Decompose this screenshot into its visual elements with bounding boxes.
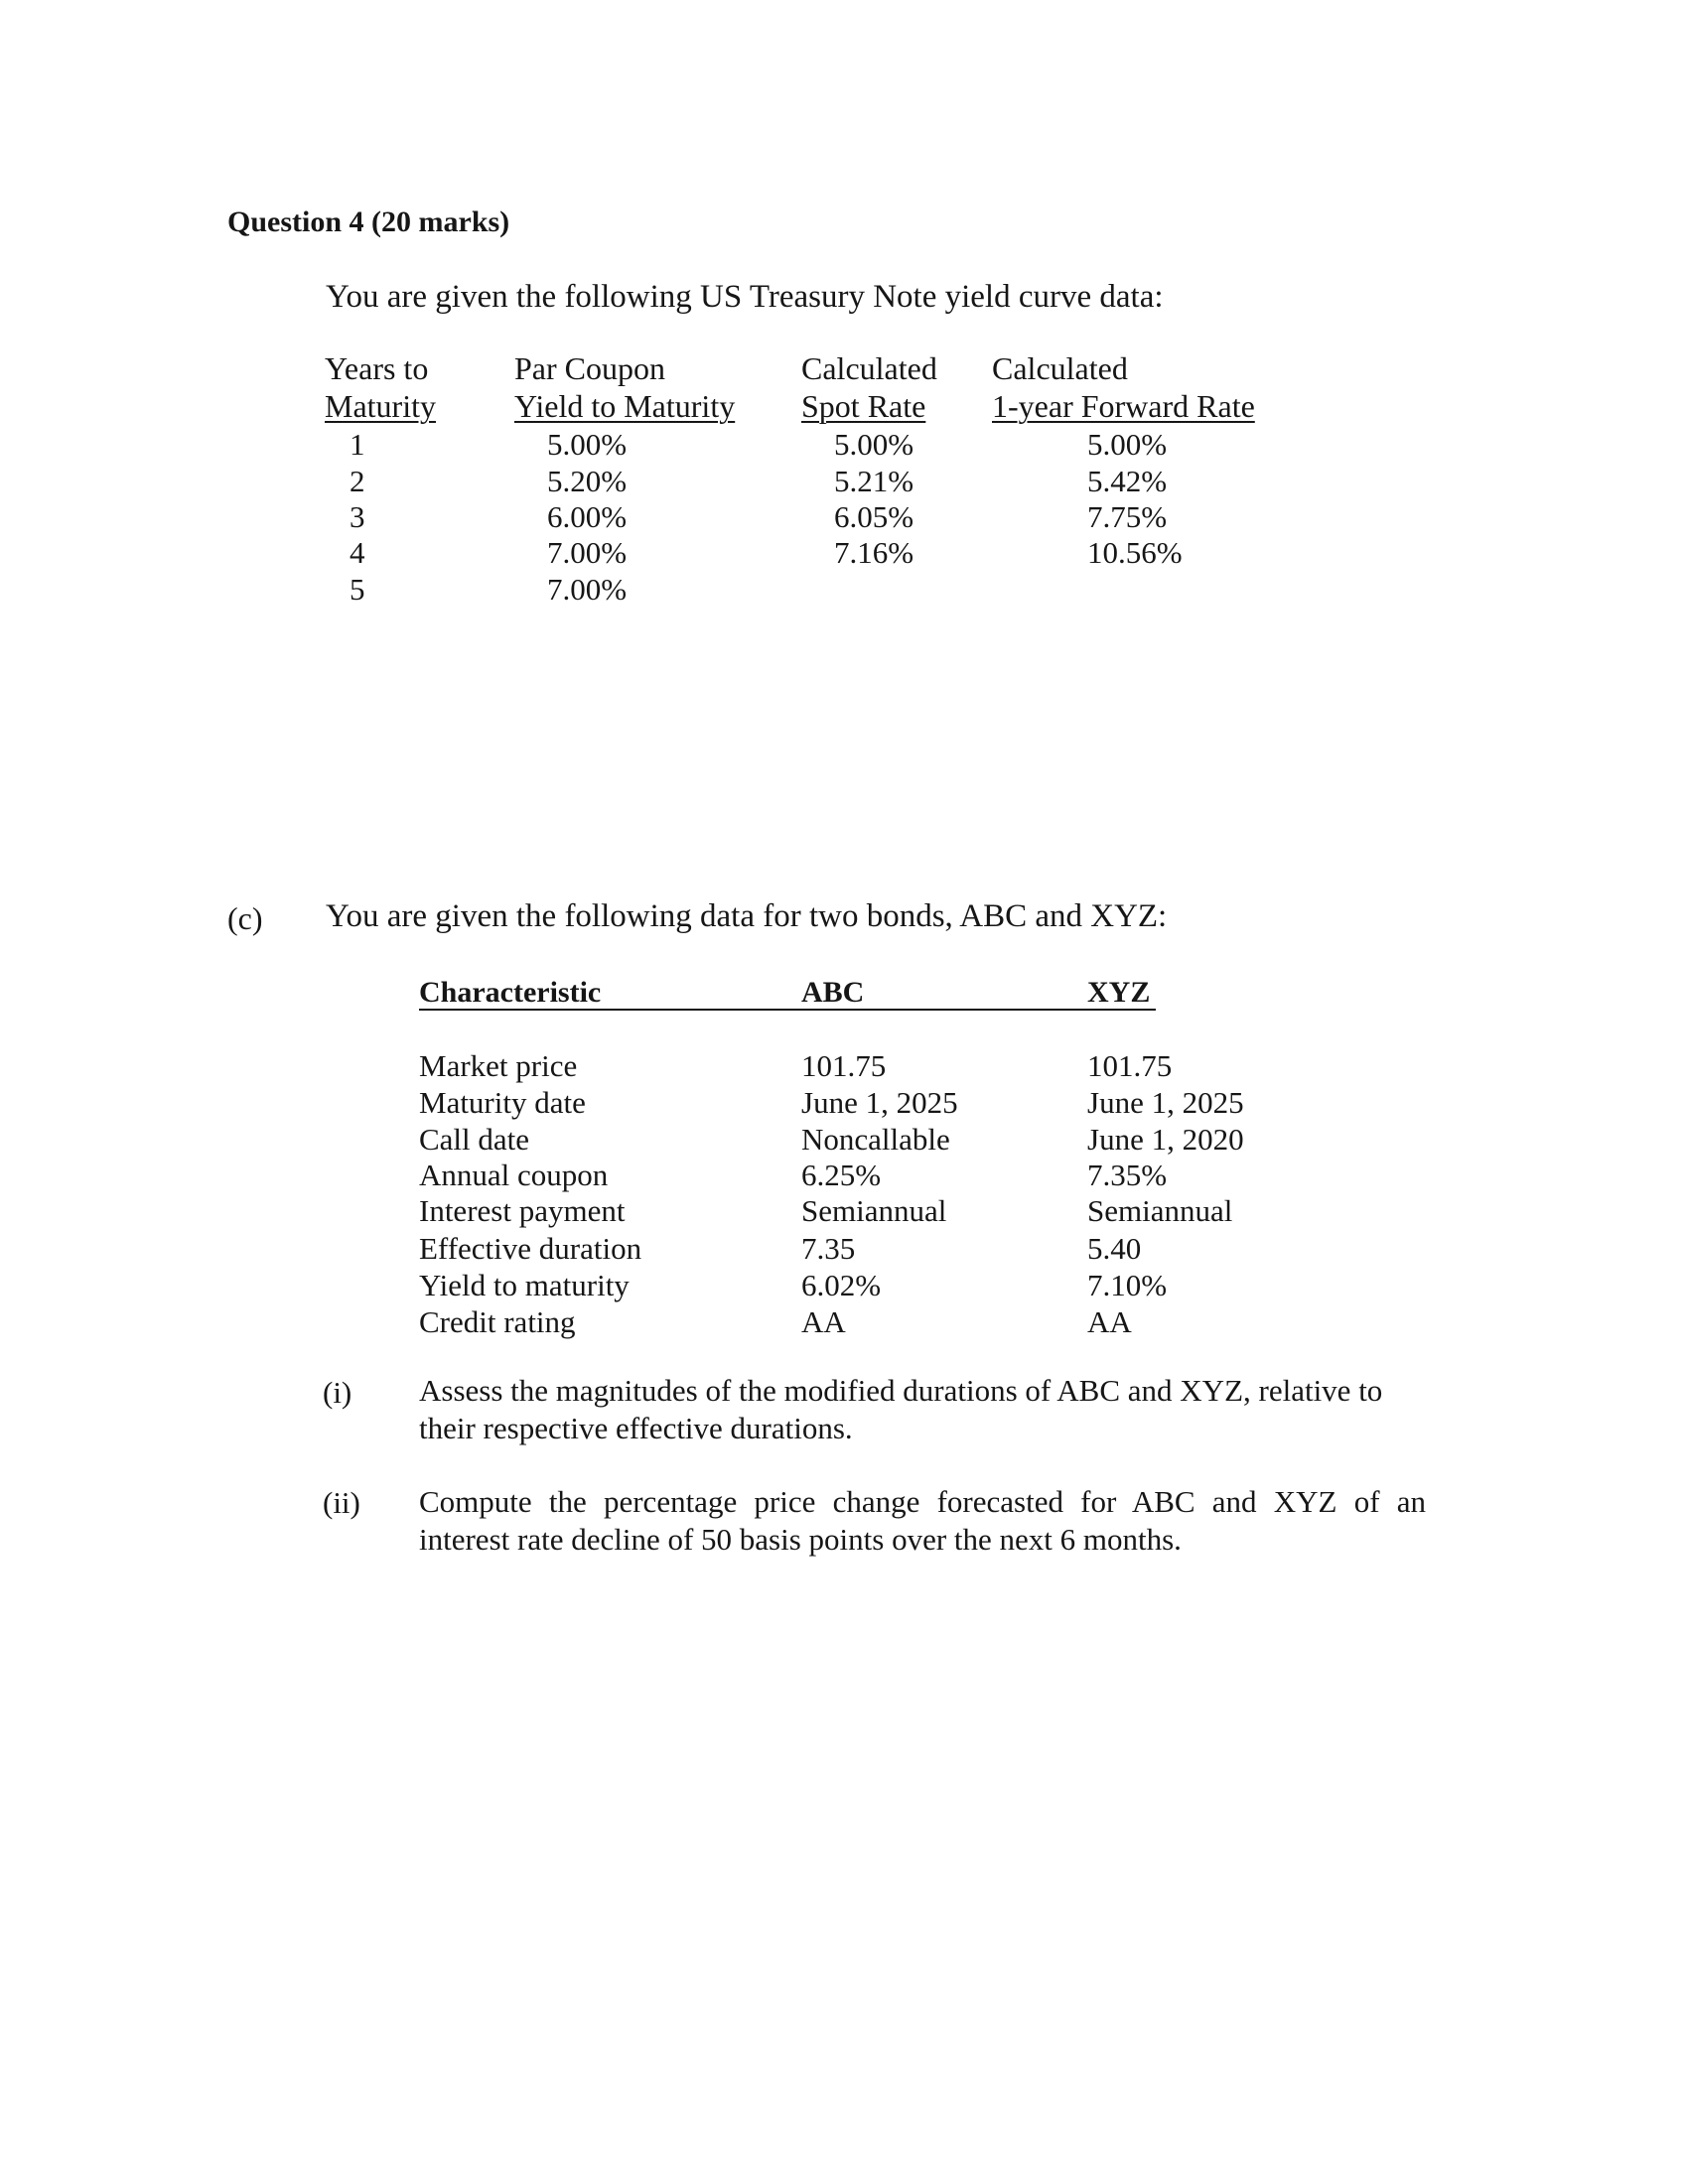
yc-header-years-line2: Maturity — [325, 388, 436, 424]
yc-years: 3 — [350, 499, 365, 534]
bond-characteristic: Maturity date — [419, 1085, 586, 1120]
yc-par: 6.00% — [547, 499, 628, 534]
bond-characteristic: Annual coupon — [419, 1158, 609, 1192]
yc-forward: 5.00% — [1087, 427, 1168, 462]
sub-question-ii-text — [419, 1483, 1426, 1559]
yc-par: 5.20% — [547, 464, 628, 498]
bond-abc: Noncallable — [801, 1122, 950, 1157]
sub-question-ii-label: (ii) — [323, 1485, 360, 1520]
yc-header-years — [325, 349, 436, 425]
yc-header-par-line1: Par Coupon — [514, 350, 665, 386]
bond-abc: AA — [801, 1304, 846, 1339]
bond-xyz: 5.40 — [1087, 1231, 1142, 1266]
bond-header-rule — [419, 1009, 1156, 1011]
yc-forward: 5.42% — [1087, 464, 1168, 498]
yc-spot: 7.16% — [834, 535, 914, 570]
yc-years: 2 — [350, 464, 365, 498]
yc-par: 5.00% — [547, 427, 628, 462]
yc-years: 5 — [350, 572, 365, 607]
yc-header-forward-line1: Calculated — [992, 350, 1128, 386]
sub-question-i-label: (i) — [323, 1375, 352, 1410]
bond-characteristic: Yield to maturity — [419, 1268, 630, 1302]
yc-header-par-line2: Yield to Maturity — [514, 388, 736, 424]
bond-abc: 6.02% — [801, 1268, 882, 1302]
yc-header-forward — [992, 349, 1255, 425]
bond-abc: Semiannual — [801, 1193, 947, 1228]
yc-header-spot-line1: Calculated — [801, 350, 937, 386]
bond-header-xyz: XYZ — [1087, 976, 1151, 1009]
yc-years: 1 — [350, 427, 365, 462]
question-title: Question 4 (20 marks) — [227, 205, 510, 238]
bond-characteristic: Interest payment — [419, 1193, 626, 1228]
bond-characteristic: Credit rating — [419, 1304, 576, 1339]
yc-par: 7.00% — [547, 572, 628, 607]
bond-abc: 6.25% — [801, 1158, 882, 1192]
yc-spot: 5.21% — [834, 464, 914, 498]
bond-abc: June 1, 2025 — [801, 1085, 958, 1120]
yc-spot: 6.05% — [834, 499, 914, 534]
bond-xyz: 7.35% — [1087, 1158, 1168, 1192]
bond-xyz: Semiannual — [1087, 1193, 1233, 1228]
part-c-intro: You are given the following data for two bonds, ABC and XYZ: — [326, 898, 1168, 934]
yc-header-spot — [801, 349, 937, 425]
bond-characteristic: Effective duration — [419, 1231, 642, 1266]
yc-spot: 5.00% — [834, 427, 914, 462]
yc-header-par — [514, 349, 735, 425]
sub-question-i-line1: Assess the magnitudes of the modified durations of ABC and XYZ, relative to — [419, 1373, 1383, 1408]
sub-question-ii-line2: interest rate decline of 50 basis points over the next 6 months. — [419, 1522, 1182, 1557]
part-c-label: (c) — [227, 900, 263, 936]
yc-forward: 10.56% — [1087, 535, 1183, 570]
yc-par: 7.00% — [547, 535, 628, 570]
yield-curve-intro: You are given the following US Treasury Note yield curve data: — [326, 279, 1164, 315]
bond-header-abc: ABC — [801, 976, 865, 1009]
bond-xyz: 101.75 — [1087, 1048, 1173, 1083]
yc-header-years-line1: Years to — [325, 350, 429, 386]
bond-xyz: June 1, 2025 — [1087, 1085, 1244, 1120]
bond-xyz: June 1, 2020 — [1087, 1122, 1244, 1157]
bond-xyz: AA — [1087, 1304, 1132, 1339]
bond-characteristic: Call date — [419, 1122, 530, 1157]
sub-question-i-line2: their respective effective durations. — [419, 1411, 853, 1445]
sub-question-i-text — [419, 1372, 1428, 1447]
bond-abc: 101.75 — [801, 1048, 887, 1083]
bond-abc: 7.35 — [801, 1231, 856, 1266]
bond-header-characteristic: Characteristic — [419, 976, 602, 1009]
yc-header-spot-line2: Spot Rate — [801, 388, 926, 424]
sub-question-ii-line1: Compute the percentage price change forecasted for ABC and XYZ of an — [419, 1484, 1426, 1519]
bond-xyz: 7.10% — [1087, 1268, 1168, 1302]
yc-header-forward-line2: 1-year Forward Rate — [992, 388, 1255, 424]
bond-characteristic: Market price — [419, 1048, 578, 1083]
yc-years: 4 — [350, 535, 365, 570]
yc-forward: 7.75% — [1087, 499, 1168, 534]
